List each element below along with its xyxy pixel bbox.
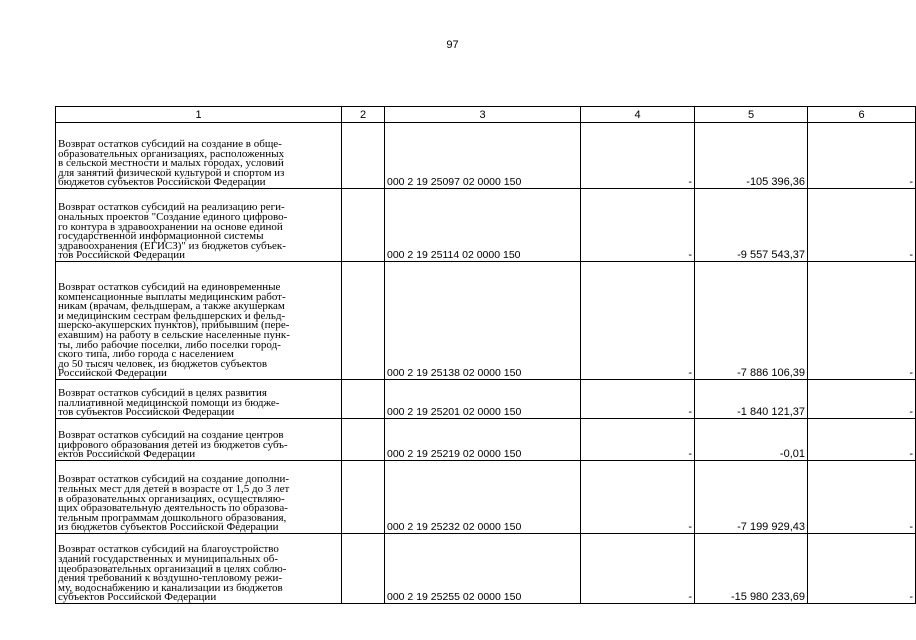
budget-code: 000 2 19 25114 02 0000 150 [385, 189, 581, 262]
row-description [56, 419, 342, 461]
table-row [56, 534, 916, 604]
description-line: никам (врачам, фельдшерам, а также акушеркам [58, 300, 285, 313]
column-header: 6 [808, 107, 916, 123]
column-6-cell: - [808, 262, 916, 380]
column-2-cell [342, 123, 385, 189]
budget-table [55, 106, 916, 604]
budget-code: 000 2 19 25097 02 0000 150 [385, 123, 581, 189]
column-2-cell [342, 262, 385, 380]
column-6-cell: - [808, 534, 916, 604]
table-row [56, 461, 916, 534]
description-line: из бюджетов субъектов Российской Федерации [58, 521, 279, 534]
description-line: бюджетов субъектов Российской Федерации [58, 176, 266, 189]
description-line: тельным программам дошкольного образования, [58, 511, 287, 524]
column-4-cell: - [581, 189, 695, 262]
description-line: паллиативной медицинской помощи из бюдже- [58, 396, 280, 409]
amount-cell: -0,01 [695, 419, 808, 461]
amount-cell: -7 199 929,43 [695, 461, 808, 534]
description-line: Возврат остатков субсидий на реализацию реги- [58, 201, 285, 214]
description-line: тов субъектов Российской Федерации [58, 406, 235, 419]
budget-code: 000 2 19 25232 02 0000 150 [385, 461, 581, 534]
table-row [56, 419, 916, 461]
budget-code: 000 2 19 25255 02 0000 150 [385, 534, 581, 604]
description-line: Российской Федерации [58, 367, 167, 380]
column-header: 5 [695, 107, 808, 123]
description-line: го контура в здравоохранении на основе единой [58, 220, 283, 233]
column-4-cell: - [581, 380, 695, 419]
amount-cell: -1 840 121,37 [695, 380, 808, 419]
row-description [56, 189, 342, 262]
column-4-cell: - [581, 461, 695, 534]
description-line: щих образовательную деятельность по образова- [58, 502, 288, 515]
column-4-cell: - [581, 123, 695, 189]
description-line: здравоохранения (ЕГИСЗ)" из бюджетов субъек- [58, 239, 286, 252]
table-row [56, 262, 916, 380]
description-line: Возврат остатков субсидий на благоустройство [58, 543, 279, 556]
description-line: дения требований к воздушно-тепловому режи- [58, 572, 283, 585]
description-line: Возврат остатков субсидий на создание центров [58, 429, 284, 442]
column-2-cell [342, 380, 385, 419]
column-6-cell: - [808, 380, 916, 419]
description-line: и медицинским сестрам фельдшерских и фельд- [58, 309, 286, 322]
column-6-cell: - [808, 123, 916, 189]
description-line: ональных проектов "Создание единого цифрово- [58, 211, 288, 224]
description-line: в образовательных организациях, осуществляю- [58, 492, 285, 505]
table-header-row [56, 107, 916, 123]
table-row [56, 123, 916, 189]
row-description [56, 123, 342, 189]
description-line: образовательных организациях, расположенных [58, 147, 285, 160]
description-line: ского типа, либо города с населением [58, 348, 234, 361]
row-description [56, 534, 342, 604]
description-line: ехавшим) на работу в сельские населенные пунк- [58, 329, 290, 342]
description-line: шерско-акушерских пунктов), прибывшим (пере- [58, 319, 290, 332]
column-header: 3 [385, 107, 581, 123]
row-description [56, 461, 342, 534]
column-2-cell [342, 461, 385, 534]
description-line: тов Российской Федерации [58, 249, 186, 262]
description-line: до 50 тысяч человек, из бюджетов субъектов [58, 357, 268, 370]
table-row [56, 189, 916, 262]
page-number: 97 [446, 39, 459, 51]
column-4-cell: - [581, 262, 695, 380]
budget-code: 000 2 19 25138 02 0000 150 [385, 262, 581, 380]
description-line: государственной информационной системы [58, 230, 264, 243]
description-line: тельных мест для детей в возрасте от 1,5 до 3 лет [58, 483, 290, 496]
table-row [56, 380, 916, 419]
column-header: 4 [581, 107, 695, 123]
column-4-cell: - [581, 534, 695, 604]
amount-cell: -15 980 233,69 [695, 534, 808, 604]
description-line: ты, либо рабочие поселки, либо поселки город- [58, 338, 281, 351]
description-line: ектов Российской Федерации [58, 448, 196, 461]
description-line: цифрового образования детей из бюджетов субъ- [58, 438, 288, 451]
column-4-cell: - [581, 419, 695, 461]
description-line: Возврат остатков субсидий на единовременные [58, 281, 281, 294]
amount-cell: -9 557 543,37 [695, 189, 808, 262]
description-line: Возврат остатков субсидий в целях развития [58, 387, 267, 400]
description-line: компенсационные выплаты медицинским работ- [58, 290, 286, 303]
description-line: в сельской местности и малых городах, условий [58, 157, 284, 170]
description-line: субъектов Российской Федерации [58, 591, 217, 604]
column-2-cell [342, 189, 385, 262]
budget-code: 000 2 19 25219 02 0000 150 [385, 419, 581, 461]
description-line: Возврат остатков субсидий на создание дополни- [58, 473, 290, 486]
column-header: 2 [342, 107, 385, 123]
column-header: 1 [56, 107, 342, 123]
row-description [56, 262, 342, 380]
column-6-cell: - [808, 189, 916, 262]
column-2-cell [342, 534, 385, 604]
row-description [56, 380, 342, 419]
amount-cell: -105 396,36 [695, 123, 808, 189]
column-6-cell: - [808, 419, 916, 461]
description-line: для занятий физической культурой и спортом из [58, 166, 285, 179]
column-6-cell: - [808, 461, 916, 534]
budget-code: 000 2 19 25201 02 0000 150 [385, 380, 581, 419]
description-line: му, водоснабжению и канализации из бюджетов [58, 581, 283, 594]
description-line: щеобразовательных организаций в целях соблю- [58, 562, 287, 575]
column-2-cell [342, 419, 385, 461]
description-line: зданий государственных и муниципальных об- [58, 553, 278, 566]
description-line: Возврат остатков субсидий на создание в обще- [58, 138, 282, 151]
amount-cell: -7 886 106,39 [695, 262, 808, 380]
